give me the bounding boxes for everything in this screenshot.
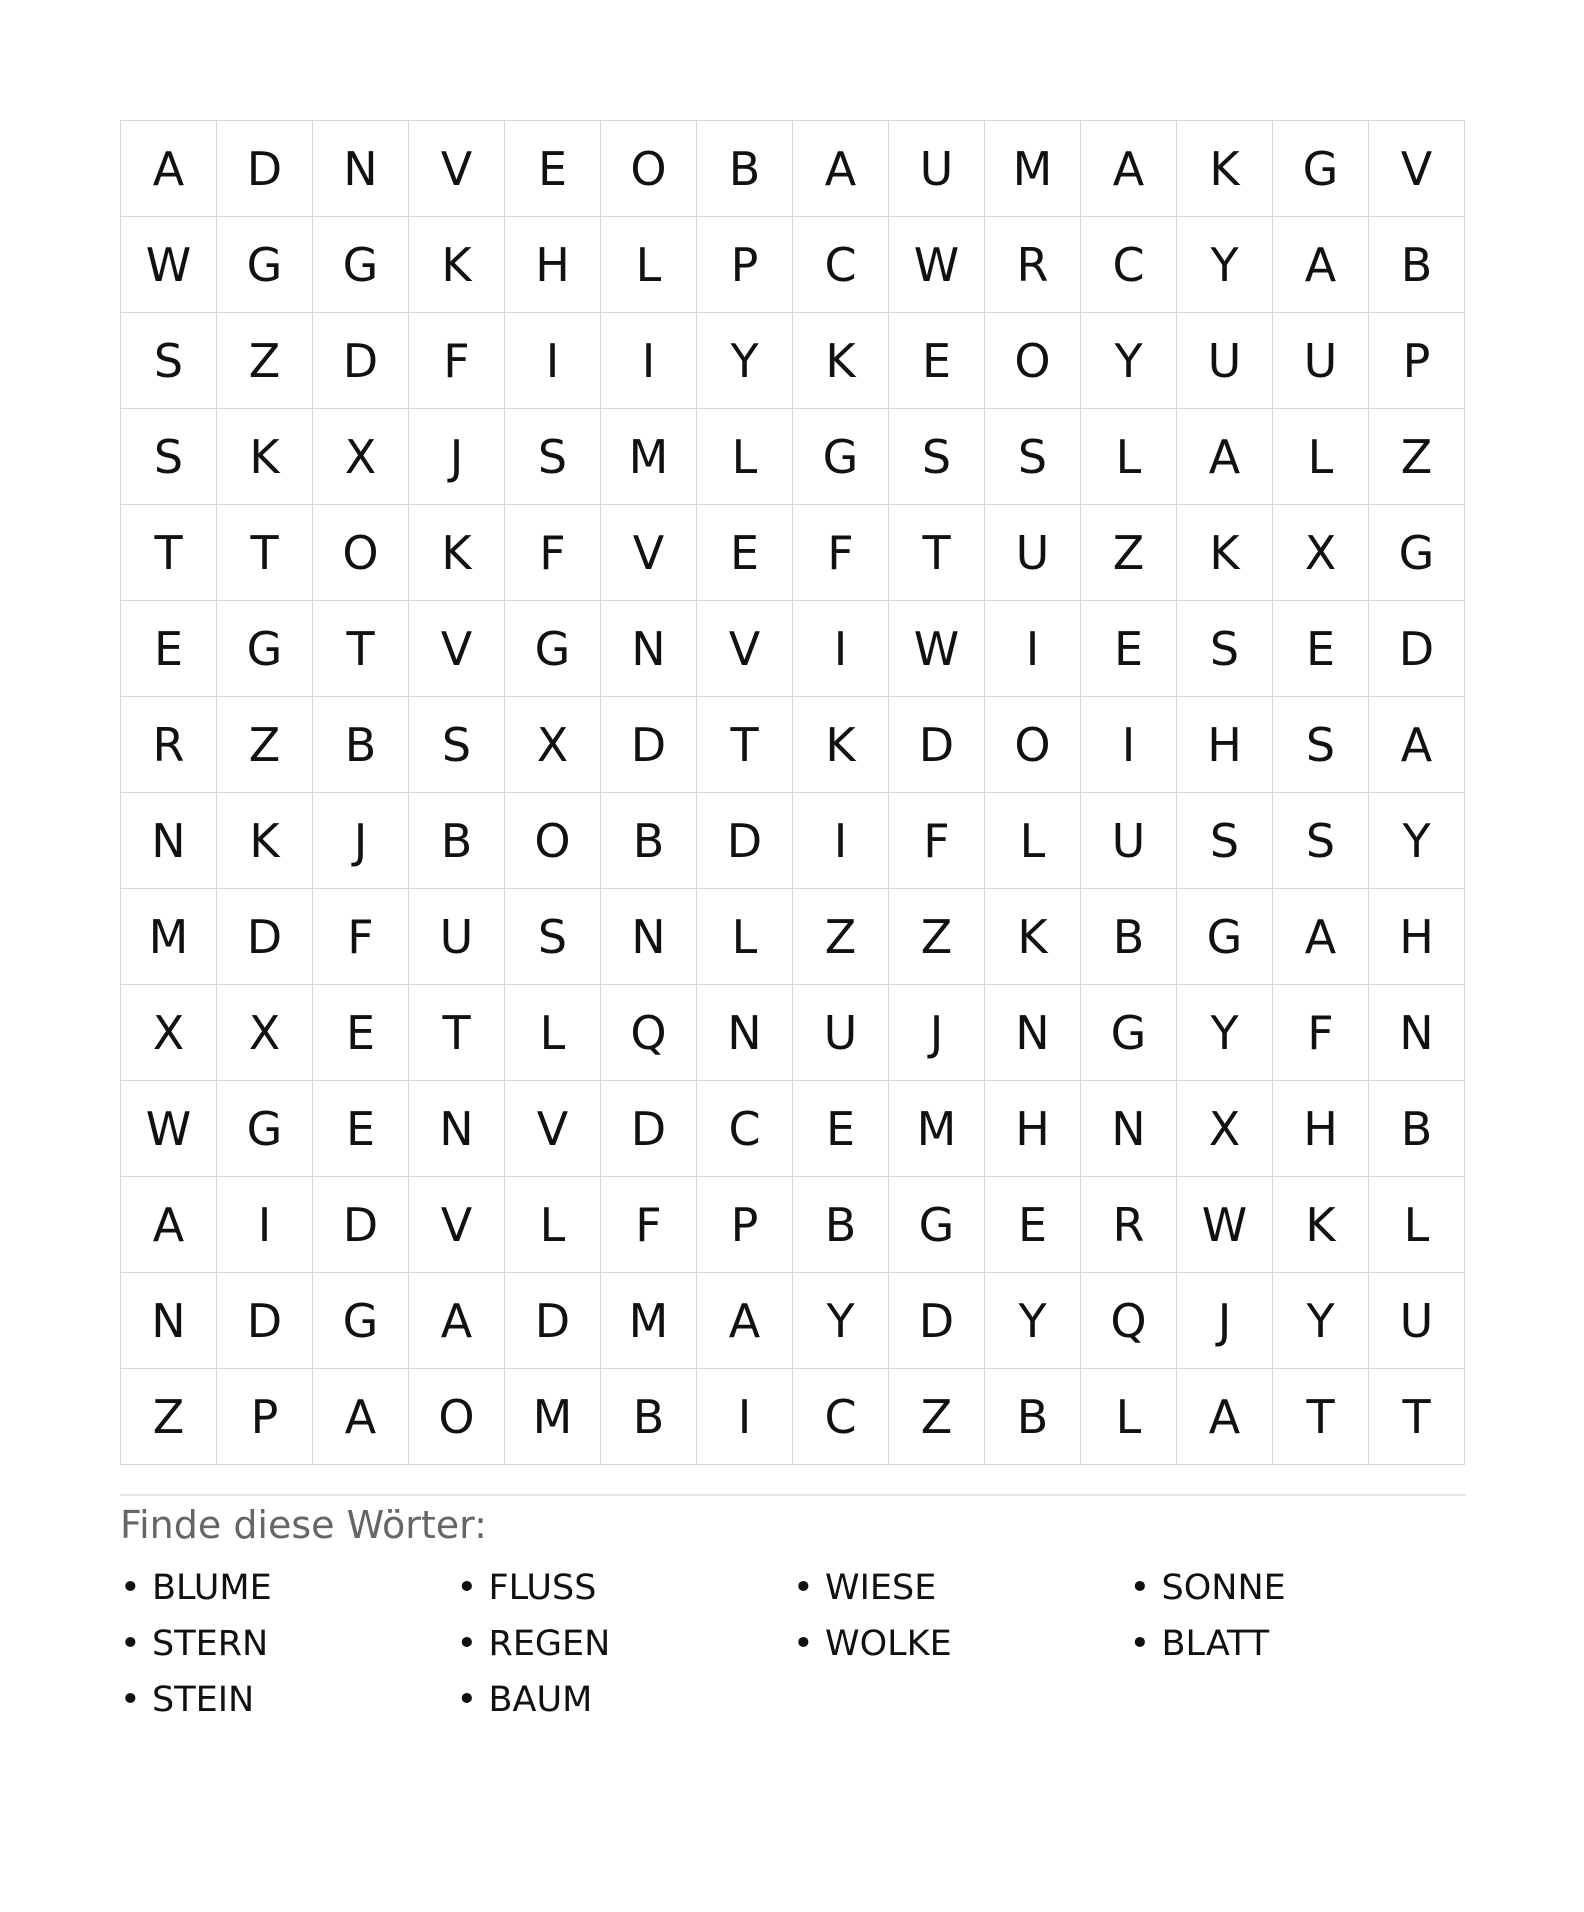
grid-cell[interactable]: P (697, 217, 793, 313)
bullet-icon: • (120, 1680, 141, 1720)
grid-cell[interactable]: S (985, 409, 1081, 505)
grid-cell[interactable]: R (985, 217, 1081, 313)
grid-cell[interactable]: S (1177, 601, 1273, 697)
bullet-icon: • (456, 1568, 478, 1608)
grid-cell[interactable]: E (889, 313, 985, 409)
grid-cell[interactable]: V (409, 1177, 505, 1273)
grid-cell[interactable]: J (409, 409, 505, 505)
bullet-icon: • (793, 1624, 814, 1664)
word-label: STERN (152, 1624, 269, 1664)
grid-cell[interactable]: B (409, 793, 505, 889)
grid-cell[interactable]: K (409, 217, 505, 313)
grid-cell[interactable]: D (601, 1081, 697, 1177)
grid-cell[interactable]: E (313, 1081, 409, 1177)
grid-cell[interactable]: P (217, 1369, 313, 1465)
grid-cell[interactable]: T (217, 505, 313, 601)
grid-cell[interactable]: I (793, 601, 889, 697)
grid-cell[interactable]: W (889, 601, 985, 697)
grid-cell[interactable]: P (697, 1177, 793, 1273)
grid-cell[interactable]: A (121, 1177, 217, 1273)
grid-cell[interactable]: F (889, 793, 985, 889)
grid-cell[interactable]: L (1369, 1177, 1465, 1273)
grid-cell[interactable]: Q (601, 985, 697, 1081)
word-label: REGEN (488, 1624, 611, 1664)
grid-cell[interactable]: L (697, 409, 793, 505)
grid-cell[interactable]: F (505, 505, 601, 601)
grid-cell[interactable]: R (1081, 1177, 1177, 1273)
grid-cell[interactable]: H (505, 217, 601, 313)
bullet-icon: • (1129, 1568, 1151, 1608)
grid-cell[interactable]: K (1177, 505, 1273, 601)
grid-cell[interactable]: G (313, 1273, 409, 1369)
grid-cell[interactable]: G (217, 1081, 313, 1177)
word-list-item (457, 1672, 794, 1728)
grid-cell[interactable]: G (1177, 889, 1273, 985)
grid-cell[interactable]: Z (217, 697, 313, 793)
grid-cell[interactable]: T (1273, 1369, 1369, 1465)
grid-cell[interactable]: E (121, 601, 217, 697)
grid-cell[interactable]: F (1273, 985, 1369, 1081)
grid-cell[interactable]: E (313, 985, 409, 1081)
grid-cell[interactable]: U (889, 121, 985, 217)
grid-cell[interactable]: O (985, 313, 1081, 409)
grid-cell[interactable]: Y (793, 1273, 889, 1369)
grid-cell[interactable]: G (1081, 985, 1177, 1081)
grid-cell[interactable]: G (1369, 505, 1465, 601)
grid-cell[interactable]: D (1369, 601, 1465, 697)
word-label: WIESE (825, 1568, 937, 1608)
grid-cell[interactable]: M (121, 889, 217, 985)
grid-cell[interactable]: D (889, 1273, 985, 1369)
grid-cell[interactable]: O (985, 697, 1081, 793)
grid-cell[interactable]: A (1177, 409, 1273, 505)
grid-cell[interactable]: D (313, 313, 409, 409)
grid-cell[interactable]: K (409, 505, 505, 601)
grid-cell[interactable]: Y (1177, 985, 1273, 1081)
bullet-icon: • (456, 1624, 478, 1664)
grid-cell[interactable]: X (313, 409, 409, 505)
grid-cell[interactable]: N (601, 601, 697, 697)
grid-cell[interactable]: B (1081, 889, 1177, 985)
grid-cell[interactable]: J (889, 985, 985, 1081)
grid-cell[interactable]: K (217, 409, 313, 505)
word-list-item (120, 1560, 457, 1616)
grid-cell[interactable]: W (121, 1081, 217, 1177)
word-label: FLUSS (488, 1568, 597, 1608)
word-list-item (793, 1560, 1130, 1616)
grid-cell[interactable]: Q (1081, 1273, 1177, 1369)
grid-cell[interactable]: X (1273, 505, 1369, 601)
letter-grid (120, 120, 1465, 1465)
grid-cell[interactable]: A (793, 121, 889, 217)
divider (120, 1494, 1466, 1496)
grid-cell[interactable]: W (889, 217, 985, 313)
grid-cell[interactable]: I (985, 601, 1081, 697)
grid-cell[interactable]: S (889, 409, 985, 505)
grid-cell[interactable]: M (985, 121, 1081, 217)
grid-cell[interactable]: H (1273, 1081, 1369, 1177)
grid-cell[interactable]: Z (1081, 505, 1177, 601)
grid-cell[interactable]: B (601, 793, 697, 889)
grid-cell[interactable]: J (313, 793, 409, 889)
grid-cell[interactable]: F (409, 313, 505, 409)
grid-cell[interactable]: S (409, 697, 505, 793)
grid-cell[interactable]: Z (793, 889, 889, 985)
grid-cell[interactable]: U (1369, 1273, 1465, 1369)
grid-cell[interactable]: Y (985, 1273, 1081, 1369)
grid-cell[interactable]: I (505, 313, 601, 409)
grid-cell[interactable]: N (121, 1273, 217, 1369)
grid-cell[interactable]: U (985, 505, 1081, 601)
grid-cell[interactable]: A (1177, 1369, 1273, 1465)
word-list-item (1130, 1616, 1467, 1672)
grid-cell[interactable]: A (409, 1273, 505, 1369)
grid-cell[interactable]: V (601, 505, 697, 601)
grid-cell[interactable]: S (121, 313, 217, 409)
grid-cell[interactable]: S (1273, 697, 1369, 793)
bullet-icon: • (120, 1568, 141, 1608)
grid-cell[interactable]: N (313, 121, 409, 217)
word-list-item (793, 1616, 1130, 1672)
grid-cell[interactable]: G (313, 217, 409, 313)
grid-cell[interactable]: K (1273, 1177, 1369, 1273)
grid-cell[interactable]: D (217, 121, 313, 217)
grid-cell[interactable]: I (601, 313, 697, 409)
bullet-icon: • (120, 1624, 141, 1664)
grid-cell[interactable]: G (505, 601, 601, 697)
grid-cell[interactable]: B (1369, 217, 1465, 313)
grid-cell[interactable]: X (217, 985, 313, 1081)
grid-cell[interactable]: S (505, 889, 601, 985)
grid-cell[interactable]: O (505, 793, 601, 889)
grid-cell[interactable]: D (313, 1177, 409, 1273)
grid-cell[interactable]: L (1273, 409, 1369, 505)
grid-cell[interactable]: Y (1177, 217, 1273, 313)
bullet-icon: • (793, 1568, 814, 1608)
grid-cell[interactable]: W (121, 217, 217, 313)
grid-cell[interactable]: F (601, 1177, 697, 1273)
grid-cell[interactable]: T (697, 697, 793, 793)
grid-cell[interactable]: E (793, 1081, 889, 1177)
grid-cell[interactable]: A (1273, 889, 1369, 985)
grid-cell[interactable]: D (697, 793, 793, 889)
grid-cell[interactable]: C (793, 1369, 889, 1465)
grid-cell[interactable]: V (409, 121, 505, 217)
grid-cell[interactable]: W (1177, 1177, 1273, 1273)
grid-cell[interactable]: L (601, 217, 697, 313)
grid-cell[interactable]: C (793, 217, 889, 313)
word-label: SONNE (1161, 1568, 1286, 1608)
grid-cell[interactable]: D (601, 697, 697, 793)
grid-cell[interactable]: B (601, 1369, 697, 1465)
grid-cell[interactable]: A (697, 1273, 793, 1369)
bullet-icon: • (456, 1680, 478, 1720)
word-label: BAUM (488, 1680, 593, 1720)
grid-cell[interactable]: B (985, 1369, 1081, 1465)
grid-cell[interactable]: X (1177, 1081, 1273, 1177)
grid-cell[interactable]: N (601, 889, 697, 985)
grid-cell[interactable]: I (793, 793, 889, 889)
grid-cell[interactable]: I (217, 1177, 313, 1273)
grid-cell[interactable]: E (985, 1177, 1081, 1273)
grid-cell[interactable]: K (793, 313, 889, 409)
grid-cell[interactable]: D (217, 1273, 313, 1369)
grid-cell[interactable]: H (1369, 889, 1465, 985)
grid-cell[interactable]: N (697, 985, 793, 1081)
grid-cell[interactable]: C (697, 1081, 793, 1177)
grid-cell[interactable]: L (505, 985, 601, 1081)
grid-cell[interactable]: X (505, 697, 601, 793)
grid-cell[interactable]: P (1369, 313, 1465, 409)
grid-cell[interactable]: H (985, 1081, 1081, 1177)
grid-cell[interactable]: K (985, 889, 1081, 985)
grid-cell[interactable]: V (409, 601, 505, 697)
word-label: BLATT (1161, 1624, 1270, 1664)
grid-cell[interactable]: Y (1273, 1273, 1369, 1369)
word-list-item (457, 1560, 794, 1616)
grid-cell[interactable]: T (409, 985, 505, 1081)
grid-cell[interactable]: N (985, 985, 1081, 1081)
grid-cell[interactable]: N (409, 1081, 505, 1177)
grid-cell[interactable]: A (313, 1369, 409, 1465)
grid-cell[interactable]: E (1273, 601, 1369, 697)
bullet-icon: • (1129, 1624, 1151, 1664)
grid-cell[interactable]: J (1177, 1273, 1273, 1369)
word-list-heading: Finde diese Wörter: (120, 1503, 487, 1547)
grid-cell[interactable]: B (697, 121, 793, 217)
grid-cell[interactable]: F (313, 889, 409, 985)
grid-cell[interactable]: B (1369, 1081, 1465, 1177)
grid-cell[interactable]: L (985, 793, 1081, 889)
grid-cell[interactable]: L (1081, 1369, 1177, 1465)
grid-cell[interactable]: Z (889, 1369, 985, 1465)
grid-cell[interactable]: L (505, 1177, 601, 1273)
grid-cell[interactable]: G (217, 601, 313, 697)
grid-cell[interactable]: B (793, 1177, 889, 1273)
grid-cell[interactable]: D (217, 889, 313, 985)
grid-cell[interactable]: C (1081, 217, 1177, 313)
grid-cell[interactable]: Z (889, 889, 985, 985)
grid-cell[interactable]: E (1081, 601, 1177, 697)
grid-cell[interactable]: V (697, 601, 793, 697)
grid-cell[interactable]: S (121, 409, 217, 505)
word-label: STEIN (152, 1680, 255, 1720)
grid-cell[interactable]: G (217, 217, 313, 313)
grid-cell[interactable]: V (505, 1081, 601, 1177)
grid-cell[interactable]: K (793, 697, 889, 793)
grid-cell[interactable]: M (601, 409, 697, 505)
grid-cell[interactable]: A (121, 121, 217, 217)
grid-cell[interactable]: K (217, 793, 313, 889)
word-list-item (120, 1616, 457, 1672)
grid-cell[interactable]: H (1177, 697, 1273, 793)
grid-cell[interactable]: N (1081, 1081, 1177, 1177)
grid-cell[interactable]: M (889, 1081, 985, 1177)
grid-cell[interactable]: R (121, 697, 217, 793)
grid-cell[interactable]: S (1273, 793, 1369, 889)
grid-cell[interactable]: I (697, 1369, 793, 1465)
grid-cell[interactable]: V (1369, 121, 1465, 217)
grid-cell[interactable]: S (1177, 793, 1273, 889)
grid-cell[interactable]: U (1273, 313, 1369, 409)
grid-cell[interactable]: Y (1081, 313, 1177, 409)
grid-cell[interactable]: T (889, 505, 985, 601)
grid-cell[interactable]: I (1081, 697, 1177, 793)
grid-cell[interactable]: E (697, 505, 793, 601)
grid-cell[interactable]: K (1177, 121, 1273, 217)
grid-cell[interactable]: N (1369, 985, 1465, 1081)
grid-cell[interactable]: X (121, 985, 217, 1081)
grid-cell[interactable]: A (1369, 697, 1465, 793)
grid-cell[interactable]: B (313, 697, 409, 793)
grid-cell[interactable]: T (1369, 1369, 1465, 1465)
word-list-item (120, 1672, 457, 1728)
grid-cell[interactable]: G (793, 409, 889, 505)
word-label: BLUME (152, 1568, 272, 1608)
word-label: WOLKE (825, 1624, 952, 1664)
grid-cell[interactable]: M (601, 1273, 697, 1369)
grid-cell[interactable]: L (697, 889, 793, 985)
grid-cell[interactable]: T (121, 505, 217, 601)
grid-cell[interactable]: Y (1369, 793, 1465, 889)
grid-cell[interactable]: U (793, 985, 889, 1081)
word-list-item (1130, 1560, 1467, 1616)
grid-cell[interactable]: S (505, 409, 601, 505)
grid-cell[interactable]: L (1081, 409, 1177, 505)
grid-cell[interactable]: U (409, 889, 505, 985)
grid-cell[interactable]: Y (697, 313, 793, 409)
grid-cell[interactable]: Z (217, 313, 313, 409)
word-list-item (457, 1616, 794, 1672)
grid-cell[interactable]: O (601, 121, 697, 217)
grid-cell[interactable]: N (121, 793, 217, 889)
grid-cell[interactable]: O (313, 505, 409, 601)
grid-cell[interactable]: U (1177, 313, 1273, 409)
grid-cell[interactable]: M (505, 1369, 601, 1465)
grid-cell[interactable]: E (505, 121, 601, 217)
grid-cell[interactable]: O (409, 1369, 505, 1465)
grid-cell[interactable]: T (313, 601, 409, 697)
grid-cell[interactable]: G (1273, 121, 1369, 217)
grid-cell[interactable]: D (889, 697, 985, 793)
word-list (120, 1560, 1466, 1728)
grid-cell[interactable]: D (505, 1273, 601, 1369)
grid-cell[interactable]: F (793, 505, 889, 601)
grid-cell[interactable]: A (1081, 121, 1177, 217)
grid-cell[interactable]: Z (121, 1369, 217, 1465)
grid-cell[interactable]: Z (1369, 409, 1465, 505)
grid-cell[interactable]: U (1081, 793, 1177, 889)
grid-cell[interactable]: A (1273, 217, 1369, 313)
grid-cell[interactable]: G (889, 1177, 985, 1273)
